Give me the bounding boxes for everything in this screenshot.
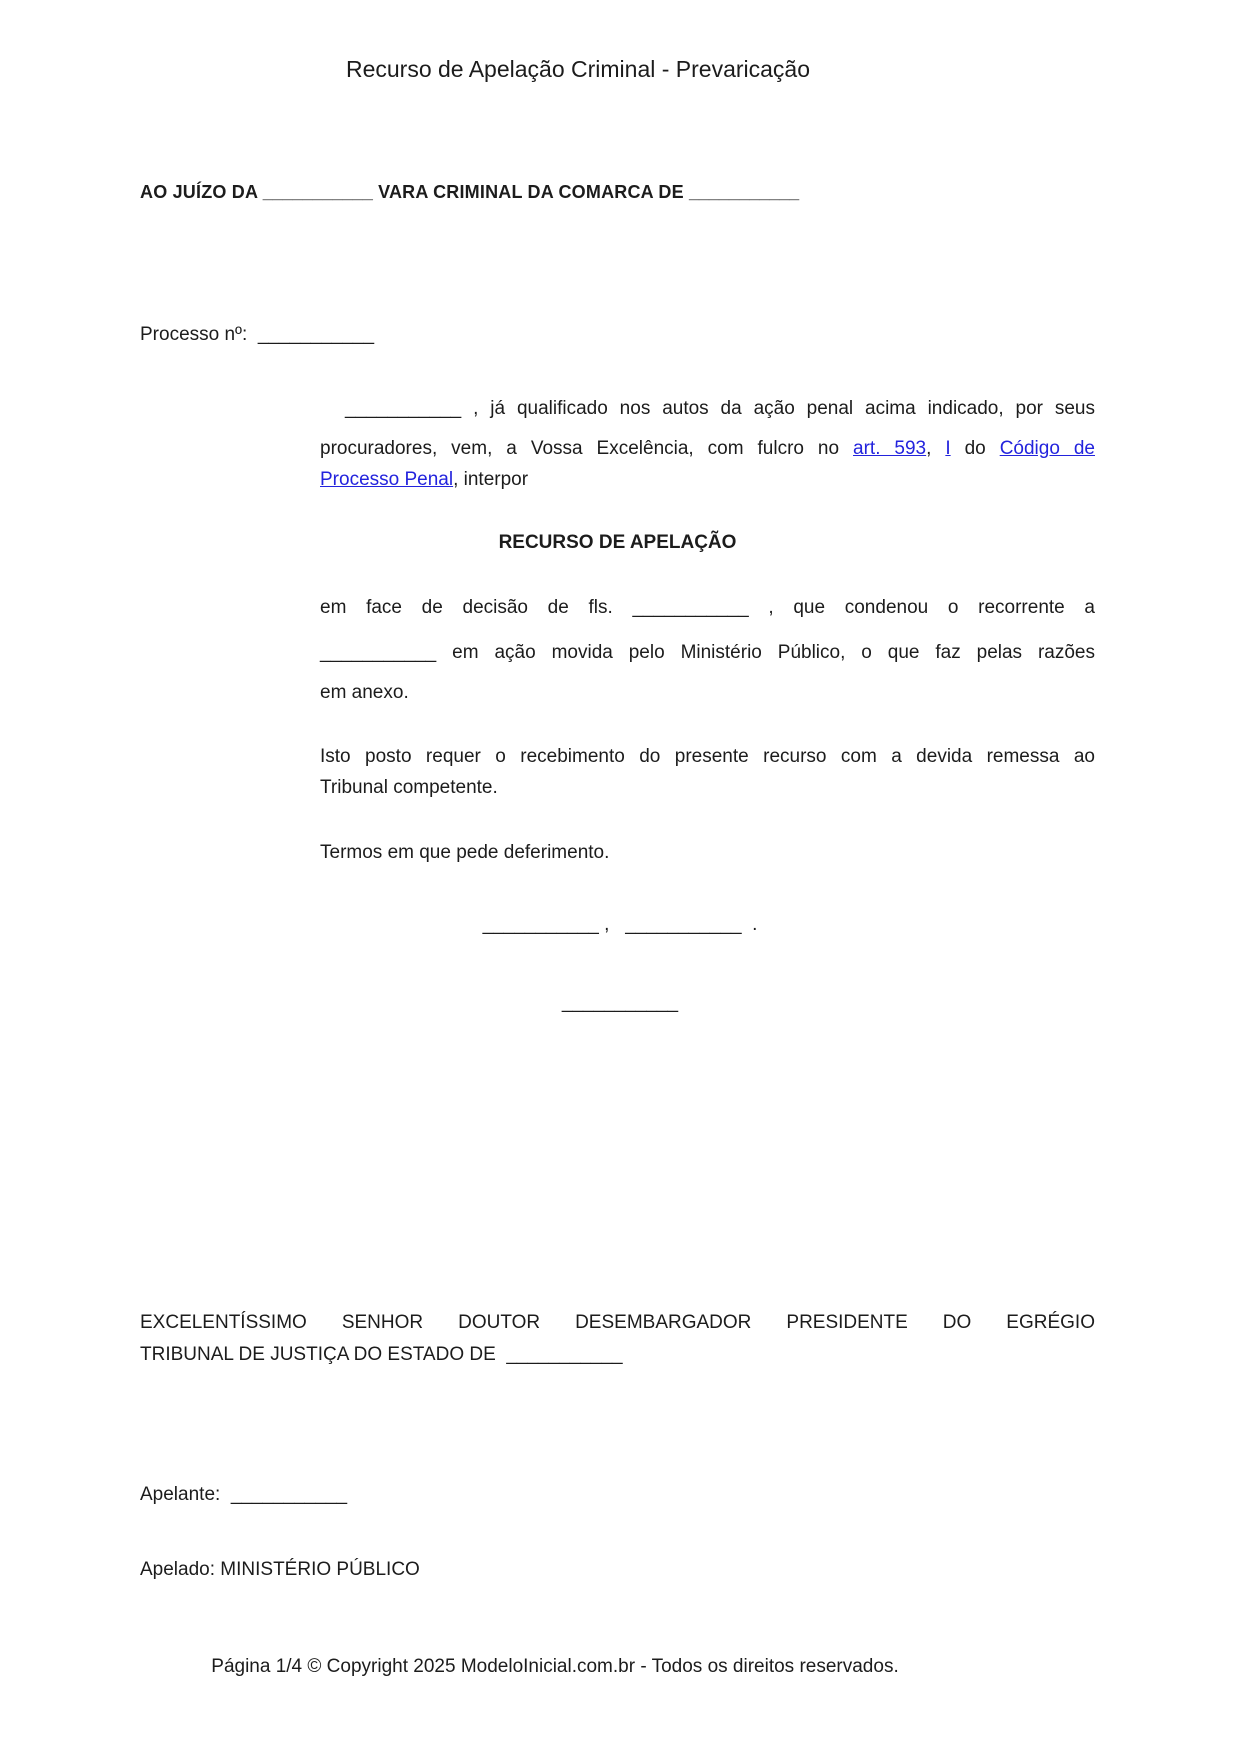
addressing-blank-vara: ___________	[262, 182, 373, 202]
document-title: Recurso de Apelação Criminal - Prevaricação	[345, 56, 811, 82]
qualificacao-blank-nome: ___________	[345, 398, 462, 419]
emface-line-1	[320, 597, 1095, 619]
addressing-pre: AO JUÍZO DA	[140, 182, 258, 202]
emface-line-3: em anexo.	[320, 682, 409, 703]
emface-line-2	[320, 642, 1095, 664]
link-processo-penal[interactable]: Processo Penal	[320, 469, 454, 490]
addressing-mid: VARA CRIMINAL DA COMARCA DE	[378, 182, 684, 202]
qualificacao-line-1	[320, 398, 1095, 420]
place-date-line: ___________ , ___________ .	[482, 914, 758, 935]
apelado-line: Apelado: MINISTÉRIO PÚBLICO	[140, 1559, 420, 1580]
addressing-line	[140, 182, 1140, 203]
qualificacao-line2-text: procuradores, vem, a Vossa Excelência, com fulcro no	[320, 438, 854, 459]
qualificacao-sep2: do	[950, 438, 1000, 459]
qualificacao-line1-text: , já qualificado nos autos da ação penal acima indicado, por seus	[461, 398, 1095, 419]
link-inciso-i[interactable]: I	[945, 438, 951, 459]
apelante-blank: ___________	[230, 1484, 348, 1505]
termos-line: Termos em que pede deferimento.	[320, 842, 610, 863]
qualificacao-sep1: ,	[926, 438, 946, 459]
processo-line	[140, 324, 374, 346]
qualificacao-line-2	[320, 438, 1095, 460]
enderecamento2-line2-text: TRIBUNAL DE JUSTIÇA DO ESTADO DE	[140, 1344, 507, 1365]
emface-blank-fls: ___________	[632, 597, 749, 618]
addressing-blank-comarca: ___________	[689, 182, 800, 202]
emface-line1-pre: em face de decisão de fls.	[320, 597, 633, 618]
link-codigo-de[interactable]: Código de	[999, 438, 1095, 459]
apelante-line	[140, 1484, 347, 1506]
processo-label: Processo nº:	[140, 324, 248, 345]
apelante-label: Apelante:	[140, 1484, 231, 1505]
recurso-heading: RECURSO DE APELAÇÃO	[498, 532, 737, 553]
enderecamento2-line-2	[140, 1344, 1095, 1366]
page-footer: Página 1/4 © Copyright 2025 ModeloInicial.com.br - Todos os direitos reservados.	[211, 1656, 899, 1677]
enderecamento2-blank-estado: ___________	[506, 1344, 623, 1365]
qualificacao-line3-text: , interpor	[453, 469, 529, 490]
istoposto-line-1: Isto posto requer o recebimento do presente recurso com a devida remessa ao	[320, 746, 1095, 767]
istoposto-line-2: Tribunal competente.	[320, 777, 498, 798]
processo-blank: ___________	[257, 324, 375, 345]
processo-gap	[247, 324, 258, 345]
emface-line1-post: , que condenou o recorrente a	[748, 597, 1095, 618]
emface-blank-pena: ___________	[320, 642, 437, 663]
enderecamento2-line-1: EXCELENTÍSSIMO SENHOR DOUTOR DESEMBARGADOR PRESIDENTE DO EGRÉGIO	[140, 1312, 1095, 1333]
link-art-593[interactable]: art. 593	[853, 438, 927, 459]
signature-line: ___________	[561, 992, 679, 1013]
qualificacao-line-3	[320, 469, 1095, 491]
emface-line2-text: em ação movida pelo Ministério Público, o que faz pelas razões	[436, 642, 1095, 663]
